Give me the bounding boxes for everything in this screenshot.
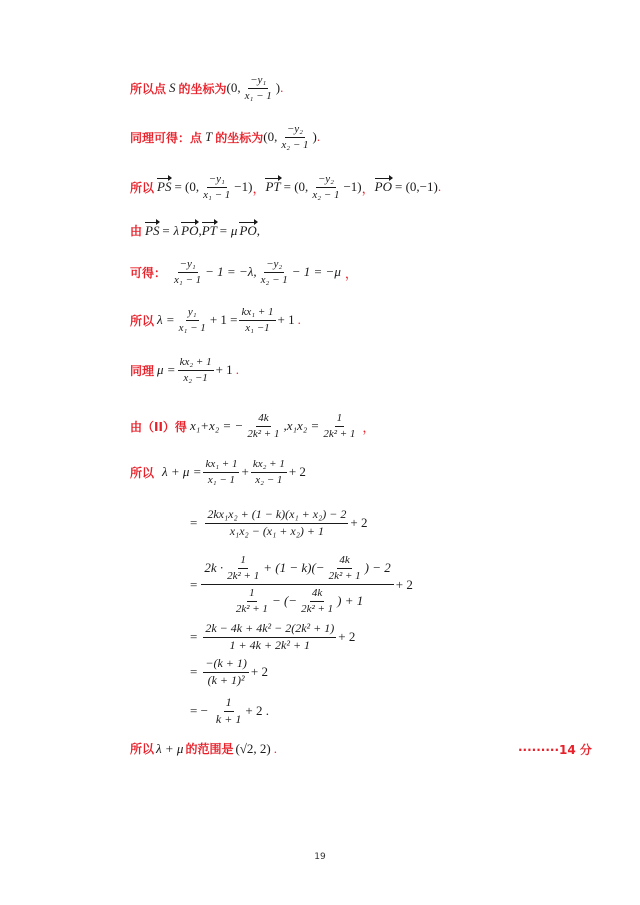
line-vectors: [130, 173, 441, 201]
vector-pt: PT: [201, 222, 217, 238]
fraction: [259, 258, 290, 286]
step-5: [190, 696, 269, 727]
frac-num: 4k: [310, 587, 324, 602]
text-label: 所以: [130, 465, 155, 480]
fraction: [225, 554, 261, 582]
frac-num: −(k + 1): [203, 657, 249, 673]
vector-pt: PT: [265, 179, 281, 195]
line-conclusion: [130, 740, 277, 757]
frac-den: 2k² + 1: [227, 569, 260, 582]
period: .: [297, 312, 301, 328]
frac-num: kx₁ + 1: [239, 306, 275, 321]
line-mu: [130, 356, 239, 384]
line-point-s: [130, 74, 283, 102]
math: + 1: [277, 312, 295, 328]
step-4: [190, 657, 268, 688]
frac-den: x₂ − 1: [260, 273, 288, 286]
math: = (0,−1): [394, 179, 438, 195]
frac-den: (k + 1)²: [207, 672, 245, 687]
frac-den: x₁ − 1: [244, 89, 272, 102]
line-lambda: [130, 306, 301, 334]
line-vector-relation: [130, 222, 260, 239]
math: + 2: [395, 576, 413, 592]
text-label: 的坐标为: [178, 81, 227, 96]
line-derive: [130, 258, 358, 286]
frac-num: 2k − 4k + 4k² − 2(2k² + 1): [203, 622, 336, 638]
equals: =: [190, 576, 198, 592]
compound-fraction: [201, 554, 393, 616]
period: .: [437, 179, 442, 195]
period: .: [280, 80, 284, 96]
var-t: T: [205, 129, 213, 145]
comma: ，: [344, 265, 358, 281]
vector-po: PO: [239, 222, 257, 238]
math: −1): [343, 179, 362, 195]
fraction: [172, 258, 203, 286]
frac-num: kx₂ + 1: [178, 356, 214, 371]
math: − 1 = −λ,: [205, 264, 257, 280]
line-point-t: [130, 123, 320, 151]
math: + 2 .: [245, 703, 269, 719]
frac-den: 2k² + 1: [323, 427, 356, 440]
math: = μ: [218, 222, 238, 238]
score-note: ·········14 分: [518, 743, 592, 757]
math: ): [275, 80, 281, 96]
text-label: 所以: [130, 313, 155, 328]
math: λ + μ: [156, 740, 184, 756]
math: −1): [234, 179, 253, 195]
vector-po: PO: [181, 222, 199, 238]
text-label: 的范围是: [185, 742, 234, 756]
frac-num: −y₁: [178, 258, 198, 273]
frac-den: 2k² + 1: [328, 569, 361, 582]
equals: =: [190, 664, 198, 680]
separator: ，: [252, 180, 266, 196]
fraction: [279, 123, 310, 151]
math: + 2: [338, 629, 356, 645]
frac-num: 1: [335, 412, 345, 427]
frac-den: x₁ − 1: [203, 188, 231, 201]
frac-num: y₁: [186, 306, 199, 321]
frac-den: x₁ − 1: [174, 273, 202, 286]
fraction: [178, 356, 214, 384]
frac-num: −y₁: [207, 173, 227, 188]
frac-num: 1: [224, 696, 234, 712]
period: .: [273, 740, 278, 756]
frac-den: x₂ − 1: [281, 138, 309, 151]
math: + 1: [215, 362, 233, 378]
var-s: S: [169, 80, 176, 96]
fraction: [201, 173, 232, 201]
line-sum: [130, 458, 306, 486]
text-label: 由: [130, 224, 143, 238]
math: + 2: [250, 664, 268, 680]
fraction: [310, 173, 341, 201]
fraction: [239, 306, 275, 334]
step-2: [190, 554, 413, 616]
fraction: [177, 306, 208, 334]
math: + 1 =: [209, 312, 238, 328]
math: ) + 1: [337, 593, 364, 609]
separator: ，: [361, 180, 375, 196]
page-number: 19: [314, 852, 326, 862]
frac-num: kx₂ + 1: [251, 458, 287, 473]
fraction: [299, 587, 335, 615]
math: = (0,: [283, 179, 309, 195]
frac-den: k + 1: [215, 711, 242, 726]
frac-den: 1 + 4k + 2k² + 1: [229, 637, 311, 652]
frac-den: x₁x₂ − (x₁ + x₂) + 1: [229, 523, 324, 538]
math: x₁+x₂ = −: [189, 418, 244, 434]
math: + 2: [288, 464, 306, 480]
line-vieta: [130, 412, 375, 440]
math: λ + μ =: [162, 464, 202, 480]
math: + (1 − k)(−: [263, 560, 325, 576]
step-1: [190, 508, 367, 539]
math: μ =: [157, 362, 176, 378]
text-label: 所以点: [130, 81, 167, 96]
math: = (0,: [174, 179, 200, 195]
text-label: 所以: [130, 742, 155, 756]
math: = λ: [161, 222, 180, 238]
frac-num: 1: [247, 587, 257, 602]
math: ) − 2: [364, 560, 391, 576]
frac-den: 2k² + 1: [247, 427, 280, 440]
math: ,x₁x₂ =: [283, 418, 320, 434]
fraction: [327, 554, 363, 582]
fraction: [203, 622, 336, 653]
fraction: [203, 458, 239, 486]
fraction: [234, 587, 270, 615]
frac-den: 2k² + 1: [301, 602, 334, 615]
math: λ =: [157, 312, 175, 328]
compound-den: [229, 585, 366, 615]
comma: ,: [198, 222, 202, 238]
math: +: [241, 464, 249, 480]
equals: =: [190, 629, 198, 645]
fraction: [245, 412, 281, 440]
fraction: [214, 696, 243, 727]
frac-den: x₂ − 1: [255, 473, 283, 486]
math: − 1 = −μ: [291, 264, 341, 280]
fraction: [243, 74, 274, 102]
fraction: [203, 657, 249, 688]
frac-den: x₂ −1: [183, 371, 208, 384]
frac-num: 4k: [256, 412, 270, 427]
math: + 2: [350, 515, 368, 531]
math: − (−: [271, 593, 298, 609]
range: (√2, 2): [235, 740, 271, 756]
vector-po: PO: [374, 179, 392, 195]
fraction: [251, 458, 287, 486]
period: .: [316, 129, 321, 145]
frac-num: −y₂: [285, 123, 305, 138]
text-label: 所以: [130, 180, 155, 195]
comma: ,: [256, 222, 261, 238]
math: (0,: [226, 80, 241, 96]
frac-den: x₁ −1: [245, 321, 270, 334]
fraction: [205, 508, 348, 539]
step-3: [190, 622, 355, 653]
frac-num: 1: [238, 554, 248, 569]
frac-num: kx₁ + 1: [203, 458, 239, 473]
comma: ，: [362, 419, 376, 435]
frac-num: −y₂: [264, 258, 284, 273]
math: 2k ·: [204, 560, 224, 576]
vector-ps: PS: [157, 179, 172, 195]
fraction: [321, 412, 357, 440]
frac-den: 2k² + 1: [235, 602, 268, 615]
text-label: 同理: [130, 363, 155, 378]
math: (0,: [263, 129, 278, 145]
vector-ps: PS: [145, 222, 160, 238]
frac-den: x₂ − 1: [312, 188, 340, 201]
frac-den: x₁ − 1: [178, 321, 206, 334]
text-label: 由（II）得: [130, 419, 187, 434]
period: .: [235, 362, 239, 378]
frac-num: −y₁: [248, 74, 268, 89]
text-label: 的坐标为: [215, 130, 264, 145]
compound-num: [201, 554, 393, 585]
frac-num: 4k: [337, 554, 351, 569]
math: ): [312, 129, 317, 145]
frac-num: 2kx₁x₂ + (1 − k)(x₁ + x₂) − 2: [205, 508, 348, 524]
frac-den: x₁ − 1: [207, 473, 236, 486]
frac-num: −y₂: [316, 173, 336, 188]
equals: =: [190, 515, 198, 531]
text-label: 可得：: [130, 265, 167, 280]
text-label: 同理可得：点: [130, 130, 203, 145]
equals: = −: [190, 703, 208, 719]
